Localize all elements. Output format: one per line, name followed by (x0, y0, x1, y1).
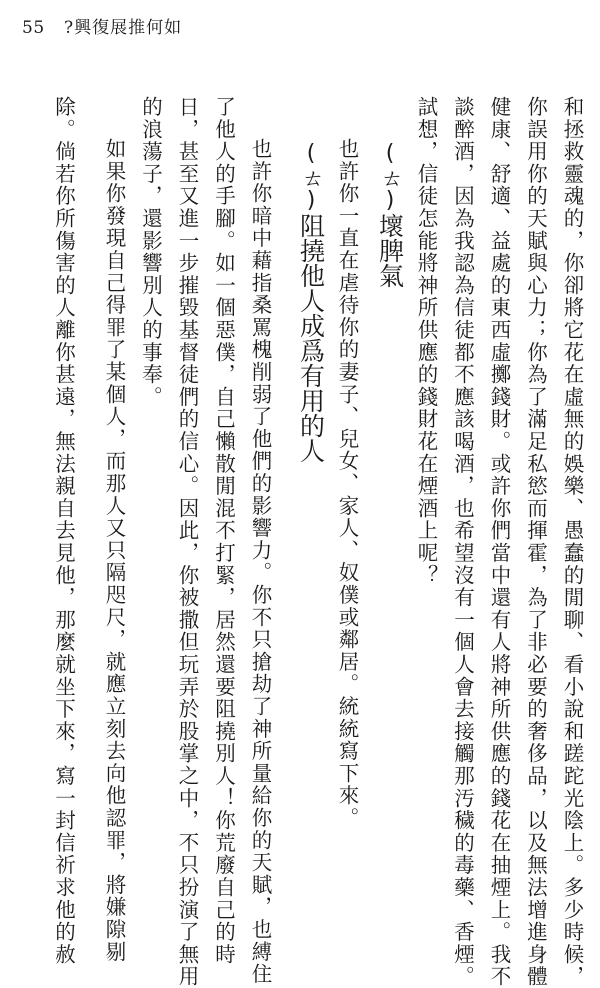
text-column: 也許你暗中藉指桑罵槐削弱了他們的影響力。你不只搶劫了神所量給你的天賦，也縛住 (248, 138, 272, 986)
section-heading-bad-temper (371, 96, 408, 936)
page-number: 55 (22, 18, 45, 38)
text-column: 日，甚至又進一步摧毀基督徒們的信心。因此，你被撒但玩弄於股掌之中，不只扮演了無用 (175, 96, 199, 988)
text-column: 試想，信徒怎能將神所供應的錢財花在煙酒上呢？ (414, 96, 438, 587)
text-column: 談醉酒，因為我認為信徒都不應該喝酒，也希望沒有一個人會去接觸那汚穢的毒藥、香煙。 (450, 96, 475, 988)
text-column: 也許你一直在虐待你的妻子、兒女、家人、奴僕或鄰居。統統寫下來。 (335, 138, 359, 830)
section-number: (ㄊ) (298, 141, 324, 213)
section-title: 阻撓他人成爲有用的人 (296, 213, 326, 463)
vertical-text-body (10, 96, 590, 988)
text-column: 的浪蕩子，還影響別人的事奉。 (138, 96, 163, 409)
section-heading-hindering-others (292, 96, 329, 936)
page-header (22, 14, 582, 42)
text-column: 除。倘若你所傷害的人離你甚遠，無法親自去見他，那麼就坐下來，寫一封信祈求他的赦 (51, 96, 76, 966)
text-column: 了他人的手腳。如一個惡僕，自己懶散閒混不打緊，居然還要阻撓別人！你荒廢自己的時 (211, 96, 236, 966)
text-column: 如果你發現自己得罪了某個人，而那人又只隔咫尺，就應立刻去向他認罪，將嫌隙剔 (102, 138, 126, 964)
section-title: 壞脾氣 (375, 213, 405, 288)
text-column: 和拯救靈魂的，你卻將它花在虛無的娛樂、愚蠢的閒聊、看小說和蹉跎光陰上。多少時候， (560, 96, 584, 988)
text-column: 健康、舒適、益處的東西虛擲錢財。或許你們當中還有人將神所供應的錢花在抽煙上。我不 (487, 96, 511, 988)
section-number: (ㄊ) (377, 141, 403, 213)
text-column: 你誤用你的天賦與心力；你為了滿足私慾而揮霍，為了非必要的奢侈品，以及無法增進身體 (523, 96, 548, 988)
running-title: ?興復展推何如 (64, 18, 183, 38)
